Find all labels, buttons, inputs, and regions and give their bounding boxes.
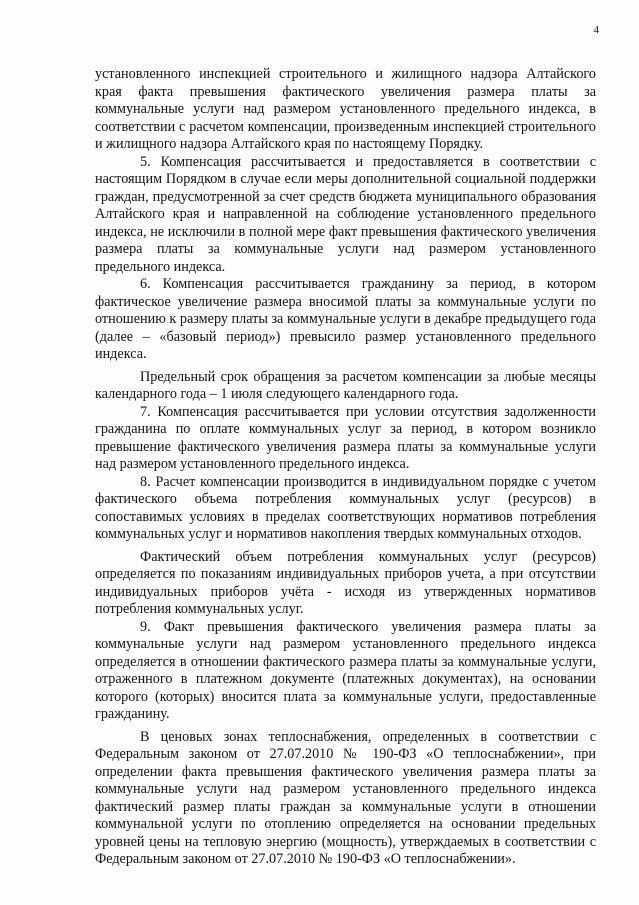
paragraph-item-6: 6. Компенсация рассчитывается гражданину за период, в котором фактическое увеличение размера вносимой платы за коммунальные услуги по отношению к размеру платы за коммунальные услуги в декабре предыдущего года (далее – «базовый период») превысило размер установленного предельного индекса. (95, 276, 596, 362)
document-body (95, 66, 596, 869)
paragraph-heat-supply-zones: В ценовых зонах теплоснабжения, определенных в соответствии с Федеральным законом от 27.07.2010 № 190-ФЗ «О теплоснабжении», при определении факта превышения фактического увеличения размера платы за коммунальные услуги над размером установленного предельного индекса фактический размер платы граждан за коммунальные услуги в отношении коммунальной услуги по отоплению определяется на основании предельных уровней цены на тепловую энергию (мощность), утверждаемых в соответствии с Федеральным законом от 27.07.2010 № 190-ФЗ «О теплоснабжении». (95, 728, 596, 867)
paragraph-item-7: 7. Компенсация рассчитывается при условии отсутствия задолженности гражданина по оплате коммунальных услуг за период, в котором возникло превышение фактического увеличения размера платы за коммунальные услуги над размером установленного предельного индекса. (95, 403, 596, 472)
paragraph-deadline: Предельный срок обращения за расчетом компенсации за любые месяцы календарного года – 1 июля следующего календарного года. (95, 368, 596, 402)
page-number: 4 (593, 24, 599, 36)
paragraph-item-8: 8. Расчет компенсации производится в индивидуальном порядке с учетом фактического объема потребления коммунальных услуг (ресурсов) в сопоставимых условиях в пределах соответствующих нормативов потребления коммунальных услуг и нормативов накопления твердых коммунальных отходов. (95, 473, 596, 542)
paragraph-item-9: 9. Факт превышения фактического увеличения размера платы за коммунальные услуги над размером установленного предельного индекса определяется в отношении фактического размера платы за коммунальные услуги, отраженного в платежном документе (платежных документах), на основании которого (которых) вносится плата за коммунальные услуги, предоставленные гражданину. (95, 618, 596, 722)
paragraph-consumption-volume: Фактический объем потребления коммунальных услуг (ресурсов) определяется по показаниям индивидуальных приборов учета, а при отсутствии индивидуальных приборов учёта - исходя из утвержденных нормативов потребления коммунальных услуг. (95, 548, 596, 617)
paragraph-item-5: 5. Компенсация рассчитывается и предоставляется в соответствии с настоящим Порядком в случае если меры дополнительной социальной поддержки граждан, предусмотренной за счет средств бюджета муниципального образования Алтайского края и направленной на соблюдение установленного предельного индекса, не исключили в полной мере факт превышения фактического увеличения размера платы за коммунальные услуги над размером установленного предельного индекса. (95, 153, 596, 275)
paragraph-continuation: установленного инспекцией строительного и жилищного надзора Алтайского края факта превышения фактического увеличения размера платы за коммунальные услуги над размером установленного предельного индекса, в соответствии с расчетом компенсации, произведенным инспекцией строительного и жилищного надзора Алтайского края по настоящему Порядку. (95, 66, 596, 152)
